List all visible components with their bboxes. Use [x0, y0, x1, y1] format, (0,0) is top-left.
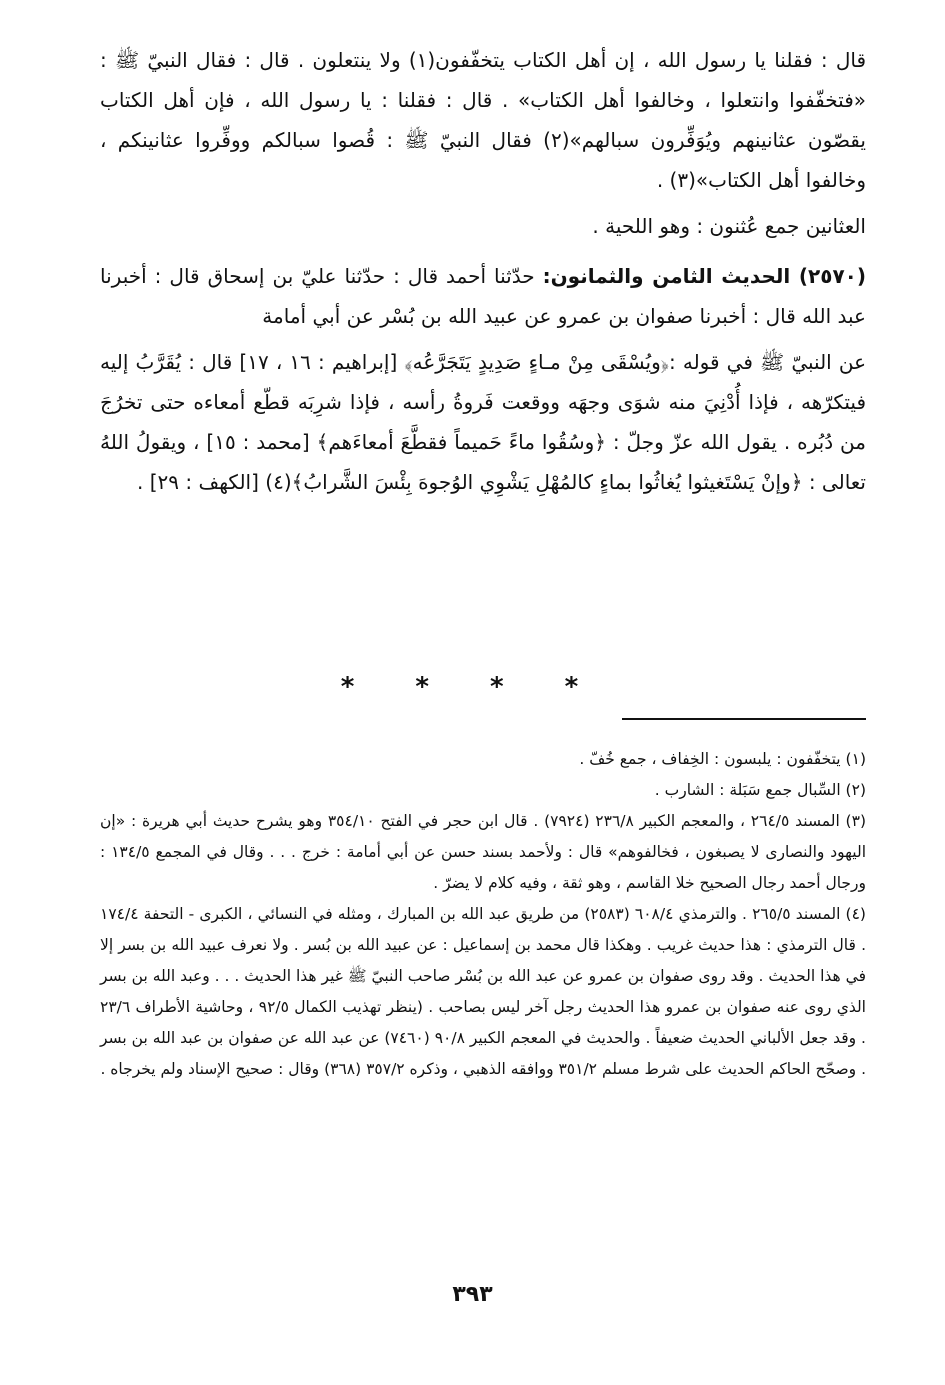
footnote-2: (٢) السِّبال جمع سَبَلة : الشارب .	[654, 781, 866, 799]
section-separator: * * * *	[340, 672, 605, 702]
footnotes	[100, 744, 866, 1085]
hadith-88-paragraph	[100, 256, 866, 336]
hadith-paragraph-2: عن النبيّ ﷺ في قوله :﴿ويُسْقَى مِنْ مـاءٍ صَدِيدٍ يَتَجَرَّعُه﴾ [إبراهيم : ١٦ ، ١٧] قال : يُقَرَّبُ إليه فيتكرّهه ، فإذا أُدْنِيَ منه شوَى وجهَه ووقعت فَروةُ رأسه ، فإذا شرِبَه قطّع أمعاءه حتى تخرُجَ من دُبُره . يقول الله عزّ وجلّ : ﴿وسُقُوا ماءً حَميماً فقطَّعَ أمعاءَهم﴾ [محمد : ١٥] ، ويقولُ اللهُ تعالى : ﴿وإنْ يَسْتَغيثوا يُغاثُوا بماءٍ كالمُهْلِ يَشْوِي الوُجوهَ بِئْسَ الشَّرابُ﴾(٤) [الكهف : ٢٩] .	[100, 350, 866, 494]
hadith-isnad: حدّثنا أحمد قال : حدّثنا عليّ بن إسحاق قال : أخبرنا عبد الله قال : أخبرنا صفوان بن عمرو عن عبيد الله بن بُسْر عن أبي أمامة	[100, 264, 866, 328]
main-text	[100, 40, 866, 502]
footnote-3: (٣) المسند ٢٦٤/٥ ، والمعجم الكبير ٢٣٦/٨ (٧٩٢٤) . قال ابن حجر في الفتح ٣٥٤/١٠ وهو يشرح حديث أبي هريرة : «إن اليهود والنصارى لا يصبغون ، فخالفوهم» قال : ولأحمد بسند حسن عن أبي أمامة : خرج . . . وقال في المجمع ١٣٤/٥ : ورجال أحمد رجال الصحيح خلا القاسم ، وهو ثقة ، وفيه كلام لا يضرّ .	[100, 812, 866, 892]
footnote-4: (٤) المسند ٢٦٥/٥ . والترمذي ٦٠٨/٤ (٢٥٨٣) من طريق عبد الله بن المبارك ، ومثله في النسائي ، الكبرى - التحفة ١٧٤/٤ . قال الترمذي : هذا حديث غريب . وهكذا قال محمد بن إسماعيل : عن عبيد الله بن بُسر . ولا نعرف عبيد الله بن بسر إلا في هذا الحديث . وقد روى صفوان بن عمرو عن عبد الله بن بُسْر صاحب النبيّ ﷺ غير هذا الحديث . . . وعبد الله بن بسر الذي روى عنه صفوان بن عمرو هذا الحديث رجل آخر ليس بصاحب . (ينظر تهذيب الكمال ٩٢/٥ ، وحاشية الأطراف ٢٣/٦ . وقد جعل الألباني الحديث ضعيفاً . والحديث في المعجم الكبير ٩٠/٨ (٧٤٦٠) عن عبد الله عن صفوان بن عبد الله بن بسر . وصحّح الحاكم الحديث على شرط مسلم ٣٥١/٢ ووافقه الذهبي ، وذكره ٣٥٧/٢ (٣٦٨) وقال : صحيح الإسناد ولم يخرجاه .	[100, 905, 866, 1078]
footnote-divider	[622, 718, 866, 720]
gloss-paragraph: العثانين جمع عُثنون : وهو اللحية .	[592, 214, 866, 238]
footnote-1: (١) يتخفّفون : يلبسون : الخِفاف ، جمع خُفّ .	[579, 750, 866, 768]
hadith-paragraph-1: قال : فقلنا يا رسول الله ، إن أهل الكتاب يتخفّفون(١) ولا ينتعلون . قال : فقال النبيّ ﷺ : «فتخفّفوا وانتعلوا ، وخالفوا أهل الكتاب» . قال : فقلنا : يا رسول الله ، فإن أهل الكتاب يقصّون عثانينهم ويُوَفِّرون سبالهم»(٢) فقال النبيّ ﷺ : قُصوا سبالكم ووفِّروا عثانينكم ، وخالفوا أهل الكتاب»(٣) .	[100, 48, 866, 192]
hadith-heading: (٢٥٧٠) الحديث الثامن والثمانون:	[542, 264, 866, 288]
page-number: ٣٩٣	[452, 1282, 493, 1307]
